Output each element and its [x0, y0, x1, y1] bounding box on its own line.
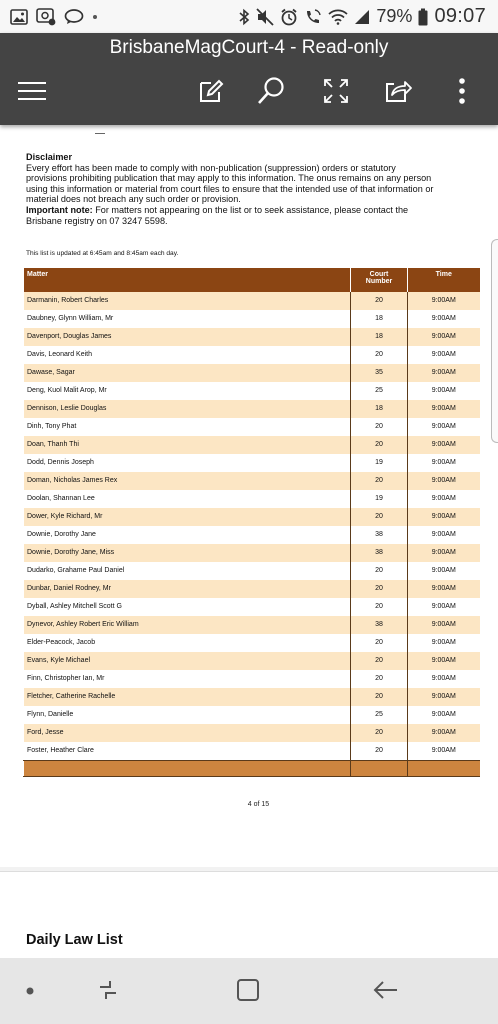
matter-cell: Davis, Leonard Keith: [24, 346, 351, 364]
nav-dot[interactable]: [12, 974, 48, 1010]
matter-cell: Darmanin, Robert Charles: [24, 292, 351, 310]
time-cell: 9:00AM: [408, 328, 480, 346]
header-court-line2: Number: [365, 278, 393, 285]
matter-cell: Fletcher, Catherine Rachelle: [24, 688, 351, 706]
page-indicator: 4 of 15: [247, 801, 270, 808]
matter-cell: Downie, Dorothy Jane: [24, 526, 351, 544]
time-cell: 9:00AM: [408, 580, 480, 598]
table-row: [24, 346, 480, 364]
time-cell: 9:00AM: [408, 292, 480, 310]
court-number-cell: 20: [351, 724, 408, 742]
table-row: [24, 382, 480, 400]
court-list-table: [23, 268, 480, 777]
court-number-cell: 20: [351, 292, 408, 310]
table-row: [24, 670, 480, 688]
edit-icon: [197, 77, 225, 110]
time-cell: 9:00AM: [408, 418, 480, 436]
time-cell: 9:00AM: [408, 688, 480, 706]
status-bar: [0, 0, 498, 33]
mute-icon: [256, 8, 274, 26]
matter-cell: Foster, Heather Clare: [24, 742, 351, 761]
app-header: [0, 33, 498, 125]
page-cut-text: [95, 133, 105, 134]
dot-icon: [92, 14, 98, 20]
court-number-cell: 20: [351, 742, 408, 761]
time-cell: 9:00AM: [408, 508, 480, 526]
header-court-number: [351, 268, 408, 292]
wifi-icon: [328, 9, 348, 25]
court-number-cell: 18: [351, 400, 408, 418]
court-number-cell: 20: [351, 580, 408, 598]
matter-cell: Dawase, Sagar: [24, 364, 351, 382]
fast-scroll-handle[interactable]: [491, 239, 498, 443]
time-cell: 9:00AM: [408, 436, 480, 454]
table-body: [24, 292, 480, 777]
table-row: [24, 292, 480, 310]
status-right-icons: [238, 5, 486, 28]
time-cell: 9:00AM: [408, 544, 480, 562]
time-cell: 9:00AM: [408, 562, 480, 580]
important-note-line2: Brisbane registry on 07 3247 5598.: [26, 215, 168, 226]
battery-percent: 79%: [376, 6, 413, 26]
more-options-button[interactable]: [450, 73, 474, 113]
table-row: [24, 634, 480, 652]
matter-cell: Deng, Kuol Malit Arop, Mr: [24, 382, 351, 400]
clock: 09:07: [434, 5, 486, 27]
time-cell: 9:00AM: [408, 364, 480, 382]
table-row: [24, 580, 480, 598]
fullscreen-button[interactable]: [318, 73, 354, 113]
home-icon: [236, 978, 260, 1007]
court-number-cell: 20: [351, 634, 408, 652]
matter-cell: Finn, Christopher Ian, Mr: [24, 670, 351, 688]
table-row: [24, 490, 480, 508]
footer-cell: [408, 761, 480, 777]
time-cell: 9:00AM: [408, 454, 480, 472]
court-number-cell: 19: [351, 454, 408, 472]
table-row: [24, 472, 480, 490]
table-row: [24, 310, 480, 328]
next-page-title: Daily Law List: [26, 932, 123, 948]
table-header-row: [24, 268, 480, 292]
battery-icon: [418, 8, 428, 26]
table-row: [24, 508, 480, 526]
table-row: [24, 328, 480, 346]
court-number-cell: 20: [351, 598, 408, 616]
matter-cell: Davenport, Douglas James: [24, 328, 351, 346]
table-row: [24, 454, 480, 472]
header-time: Time: [408, 268, 480, 292]
court-number-cell: 20: [351, 472, 408, 490]
court-number-cell: 25: [351, 706, 408, 724]
table-row: [24, 706, 480, 724]
important-label: Important note:: [26, 204, 93, 215]
time-cell: 9:00AM: [408, 310, 480, 328]
dot-icon: [25, 983, 35, 1001]
table-row: [24, 400, 480, 418]
time-cell: 9:00AM: [408, 652, 480, 670]
court-number-cell: 18: [351, 310, 408, 328]
footer-cell: [351, 761, 408, 777]
matter-cell: Doan, Thanh Thi: [24, 436, 351, 454]
recent-apps-button[interactable]: [90, 974, 126, 1010]
update-note: This list is updated at 6:45am and 8:45am each day.: [26, 250, 179, 257]
court-number-cell: 20: [351, 436, 408, 454]
table-row: [24, 526, 480, 544]
table-row: [24, 724, 480, 742]
document-viewer[interactable]: [0, 125, 498, 958]
disclaimer-line: material does not breach any such order or provision.: [26, 194, 241, 205]
matter-cell: Doman, Nicholas James Rex: [24, 472, 351, 490]
court-number-cell: 25: [351, 382, 408, 400]
time-cell: 9:00AM: [408, 634, 480, 652]
matter-cell: Dower, Kyle Richard, Mr: [24, 508, 351, 526]
time-cell: 9:00AM: [408, 526, 480, 544]
time-cell: 9:00AM: [408, 490, 480, 508]
alarm-icon: [280, 8, 298, 26]
disclaimer-block: [26, 152, 482, 226]
time-cell: 9:00AM: [408, 346, 480, 364]
matter-cell: Elder-Peacock, Jacob: [24, 634, 351, 652]
court-number-cell: 18: [351, 328, 408, 346]
back-button[interactable]: [368, 974, 404, 1010]
disclaimer-line: Every effort has been made to comply with non-publication (suppression) orders or statutory: [26, 162, 396, 173]
table-row: [24, 598, 480, 616]
disclaimer-heading: Disclaimer: [26, 152, 73, 162]
more-icon: [458, 78, 466, 109]
time-cell: 9:00AM: [408, 616, 480, 634]
time-cell: 9:00AM: [408, 400, 480, 418]
court-number-cell: 20: [351, 508, 408, 526]
next-document-page: [0, 871, 498, 958]
matter-cell: Dynevor, Ashley Robert Eric William: [24, 616, 351, 634]
table-row: [24, 616, 480, 634]
header-matter: Matter: [24, 268, 351, 292]
footer-cell: [24, 761, 351, 777]
bluetooth-icon: [238, 8, 250, 26]
time-cell: 9:00AM: [408, 598, 480, 616]
wifi-call-icon: [304, 8, 322, 26]
table-footer-row: [24, 761, 480, 777]
court-number-cell: 38: [351, 526, 408, 544]
navigation-bar: [0, 958, 498, 1024]
share-button[interactable]: [380, 73, 416, 113]
matter-cell: Dunbar, Daniel Rodney, Mr: [24, 580, 351, 598]
time-cell: 9:00AM: [408, 742, 480, 761]
recent-apps-icon: [96, 978, 120, 1007]
matter-cell: Ford, Jesse: [24, 724, 351, 742]
status-left-icons: [10, 8, 98, 26]
table-row: [24, 436, 480, 454]
court-number-cell: 20: [351, 418, 408, 436]
table-row: [24, 544, 480, 562]
share-icon: [384, 78, 412, 109]
search-icon: [256, 76, 286, 111]
header-court-line1: Court: [369, 271, 389, 278]
time-cell: 9:00AM: [408, 472, 480, 490]
document-title: BrisbaneMagCourt-4 - Read-only: [109, 37, 389, 58]
matter-cell: Daubney, Glynn William, Mr: [24, 310, 351, 328]
court-number-cell: 35: [351, 364, 408, 382]
court-number-cell: 19: [351, 490, 408, 508]
menu-icon: [17, 81, 47, 106]
disclaimer-line: provisions prohibiting publication that may apply to this information. The onus remains on any person: [26, 173, 432, 184]
chat-bubble-icon: [64, 9, 84, 25]
court-number-cell: 20: [351, 652, 408, 670]
signal-icon: [354, 9, 370, 25]
home-button[interactable]: [230, 974, 266, 1010]
important-text: For matters not appearing on the list or to seek assistance, please contact the: [92, 204, 409, 215]
court-number-cell: 38: [351, 544, 408, 562]
fullscreen-icon: [323, 78, 349, 109]
search-button[interactable]: [252, 73, 290, 113]
table-row: [24, 418, 480, 436]
time-cell: 9:00AM: [408, 706, 480, 724]
court-number-cell: 20: [351, 346, 408, 364]
matter-cell: Dodd, Dennis Joseph: [24, 454, 351, 472]
menu-button[interactable]: [14, 73, 50, 113]
table-row: [24, 364, 480, 382]
table-row: [24, 652, 480, 670]
cast-icon: [36, 8, 56, 26]
matter-cell: Dudarko, Grahame Paul Daniel: [24, 562, 351, 580]
matter-cell: Dennison, Leslie Douglas: [24, 400, 351, 418]
court-number-cell: 38: [351, 616, 408, 634]
disclaimer-line: using this information or material from court files to ensure that the intended use of that information or: [26, 183, 434, 194]
table-row: [24, 742, 480, 761]
time-cell: 9:00AM: [408, 670, 480, 688]
court-number-cell: 20: [351, 670, 408, 688]
table-row: [24, 688, 480, 706]
matter-cell: Flynn, Danielle: [24, 706, 351, 724]
back-icon: [373, 979, 399, 1006]
matter-cell: Doolan, Shannan Lee: [24, 490, 351, 508]
time-cell: 9:00AM: [408, 724, 480, 742]
document-page: [0, 125, 498, 867]
matter-cell: Dinh, Tony Phat: [24, 418, 351, 436]
image-icon: [10, 9, 28, 25]
court-number-cell: 20: [351, 688, 408, 706]
important-note: [26, 205, 482, 216]
toolbar: [0, 73, 498, 119]
time-cell: 9:00AM: [408, 382, 480, 400]
table-row: [24, 562, 480, 580]
matter-cell: Evans, Kyle Michael: [24, 652, 351, 670]
edit-button[interactable]: [193, 73, 229, 113]
matter-cell: Downie, Dorothy Jane, Miss: [24, 544, 351, 562]
court-number-cell: 20: [351, 562, 408, 580]
matter-cell: Dyball, Ashley Mitchell Scott G: [24, 598, 351, 616]
